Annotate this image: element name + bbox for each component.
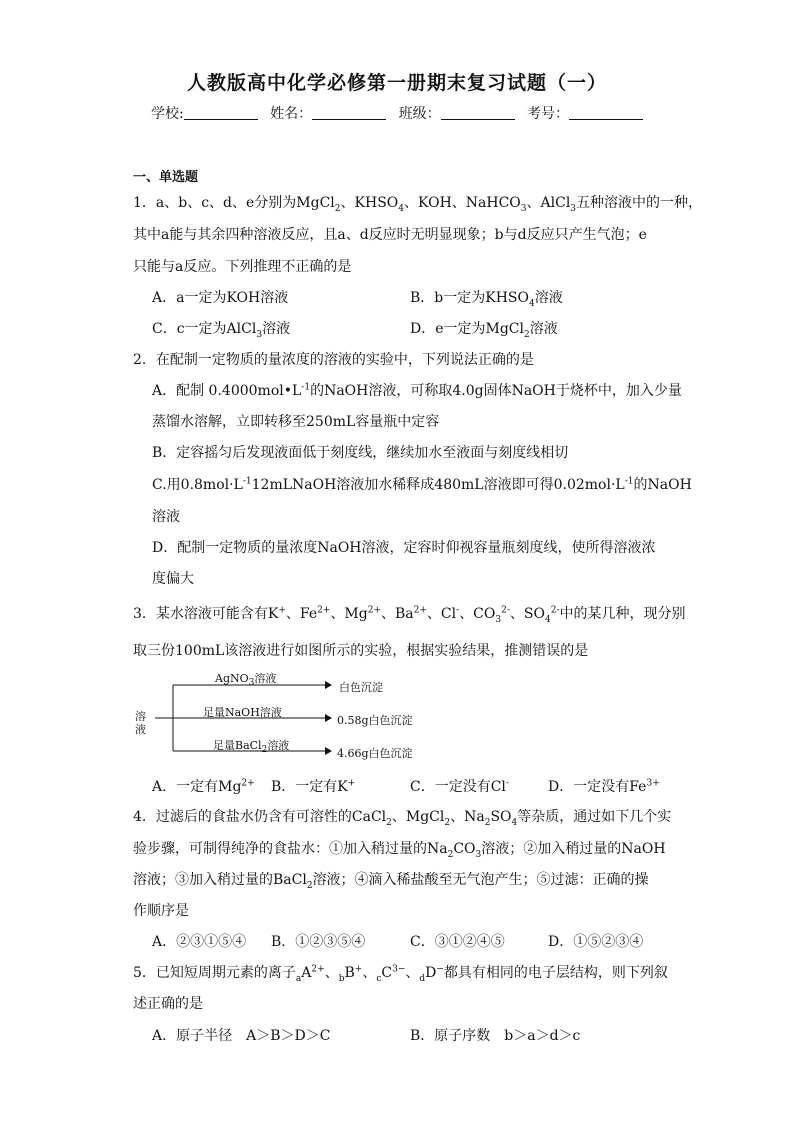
q5-line-1: 5．已知短周期元素的离子$_aA^{2+}$、$_b$B+、$_cC^{3-}$、$_d$D−都具有相同的电子层结构，则下列叙: [133, 964, 668, 984]
name-field[interactable]: [312, 105, 386, 120]
q5-option-b[interactable]: B．原子序数 b＞a＞d＞c: [410, 1028, 581, 1044]
q4-line-3: 溶液；③加入稍过量的BaCl$_2$溶液；④滴入稀盐酸至无气泡产生；⑤过滤：正确的操: [133, 872, 649, 891]
q3-experiment-diagram: [133, 668, 423, 764]
name-label: 姓名：: [270, 106, 313, 122]
q2-option-a-line-2: 蒸馏水溶解，立即转移至250mL容量瓶中定容: [152, 414, 440, 430]
q3-option-a[interactable]: A．一定有$Mg^{2+}$: [152, 778, 255, 795]
q4-option-d[interactable]: D．①⑤②③④: [548, 934, 644, 950]
q1-option-c[interactable]: C．c一定为AlCl$_3$溶液: [152, 321, 291, 340]
number-label: 考号：: [527, 106, 570, 122]
diagram-result-2: 0.58g白色沉淀: [337, 714, 413, 727]
diagram-source-1: 溶: [135, 710, 146, 723]
q1-option-d[interactable]: D．e一定为MgCl$_2$溶液: [410, 321, 558, 340]
q3-option-d[interactable]: D．一定没有$Fe^{3+}$: [548, 778, 660, 795]
q2-option-d-line-1[interactable]: D．配制一定物质的量浓度NaOH溶液，定容时仰视容量瓶刻度线，使所得溶液浓: [152, 540, 656, 556]
q1-line-1: 1．a、b、c、d、e分别为MgCl$_2$、$KHSO_4$、KOH、NaHCO$_3$、AlCl$_3$五种溶液中的一种，: [133, 195, 703, 214]
diagram-reagent-agno3: AgNO$_3$溶液: [215, 672, 277, 689]
page-title: 人教版高中化学必修第一册期末复习试题（一）: [186, 72, 607, 94]
diagram-reagent-bacl2: 足量BaCl$_2$溶液: [213, 739, 290, 756]
class-field[interactable]: [441, 105, 515, 120]
school-label: 学校:: [150, 106, 184, 122]
q1-option-b[interactable]: B．b一定为$KHSO_4$溶液: [410, 290, 563, 309]
diagram-reagent-naoh: 足量NaOH溶液: [203, 706, 282, 719]
q4-line-4: 作顺序是: [133, 903, 189, 919]
q1-line-3: 只能与a反应。下列推理不正确的是: [133, 259, 352, 275]
q4-option-a[interactable]: A．②③①⑤④: [152, 934, 247, 950]
q5-option-a[interactable]: A．原子半径 A＞B＞D＞C: [152, 1028, 331, 1044]
section-heading: 一、单选题: [133, 170, 199, 185]
q2-option-c-line-2: 溶液: [152, 509, 180, 525]
diagram-result-1: 白色沉淀: [339, 681, 383, 694]
student-info-line: [0, 103, 794, 123]
diagram-result-3: 4.66g白色沉淀: [337, 747, 413, 760]
school-field[interactable]: [184, 105, 258, 120]
q1-line-2: 其中a能与其余四种溶液反应，且a、d反应时无明显现象；b与d反应只产生气泡；e: [133, 227, 647, 243]
q2-stem: 2．在配制一定物质的量浓度的溶液的实验中，下列说法正确的是: [133, 352, 534, 368]
class-label: 班级：: [398, 106, 441, 122]
q3-option-c[interactable]: C．一定没有Cl-: [410, 778, 509, 795]
q4-line-2: 验步骤，可制得纯净的食盐水：①加入稍过量的$Na_2CO_3$溶液；②加入稍过量的NaOH: [133, 841, 666, 860]
q2-option-a-line-1[interactable]: A．配制 $0.4000mol•L^{-1}$的NaOH溶液，可称取4.0g固体NaOH于烧杯中，加入少量: [152, 382, 682, 399]
number-field[interactable]: [569, 105, 643, 120]
q2-option-d-line-2: 度偏大: [152, 571, 194, 587]
q4-option-b[interactable]: B．①②③⑤④: [271, 934, 366, 950]
q2-option-b[interactable]: B．定容摇匀后发现液面低于刻度线，继续加水至液面与刻度线相切: [152, 445, 569, 461]
q3-option-b[interactable]: B．一定有K+: [271, 778, 356, 795]
q4-line-1: 4．过滤后的食盐水仍含有可溶性的CaCl$_2$、MgCl$_2$、$Na_2SO_4$等杂质，通过如下几个实: [133, 809, 672, 828]
q3-line-1: 3．某水溶液可能含有K+、$Fe^{2+}$、$Mg^{2+}$、$Ba^{2+}$、Cl-、$CO_3^{2-}$、$SO_4^{2-}$中的某几种，现分别: [133, 605, 686, 625]
q5-line-2: 述正确的是: [133, 996, 203, 1012]
q4-option-c[interactable]: C．③①②④⑤: [410, 934, 505, 950]
q3-line-2: 取三份100mL该溶液进行如图所示的实验，根据实验结果，推测错误的是: [133, 643, 589, 659]
q2-option-c-line-1[interactable]: C.用$0.8mol\cdot L^{-1}12mLNaOH$溶液加水稀释成480mL溶液即可得$0.02mol\cdot L^{-1}$的NaOH: [152, 476, 692, 493]
diagram-source-2: 液: [135, 723, 146, 736]
q1-option-a[interactable]: A．a一定为KOH溶液: [152, 290, 289, 306]
